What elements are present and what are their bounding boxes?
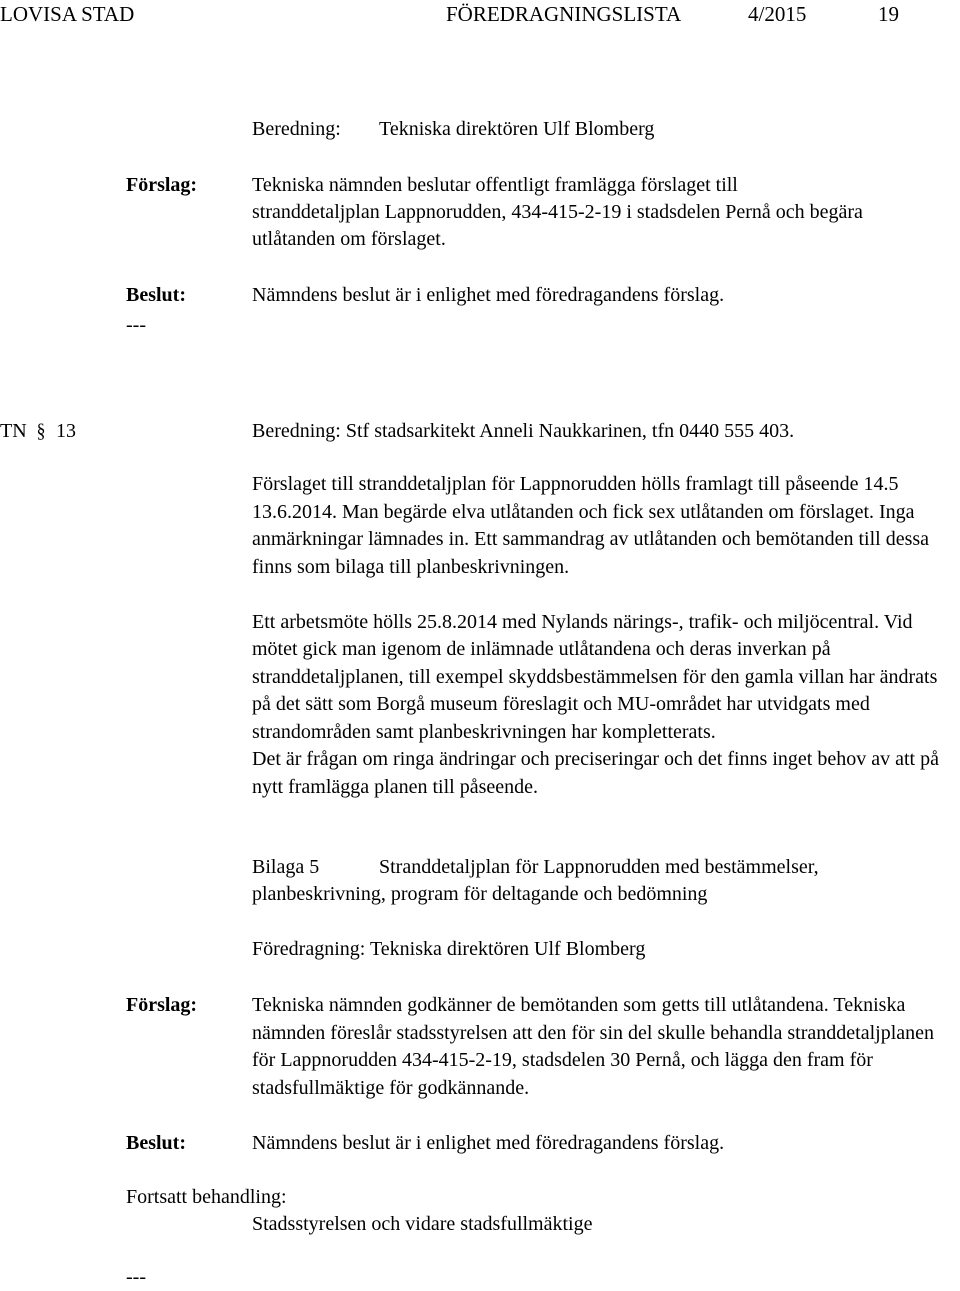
forslag-line-2: stranddetaljplan Lappnorudden, 434-415-2-19 i stadsdelen Pernå och begära	[252, 201, 863, 223]
beslut-label: Beslut:	[126, 1132, 186, 1154]
beslut-label: Beslut:	[126, 284, 186, 306]
forslag-label: Förslag:	[126, 174, 198, 196]
foredragning-line: Föredragning: Tekniska direktören Ulf Blomberg	[252, 938, 646, 960]
fortsatt-value: Stadsstyrelsen och vidare stadsfullmäktige	[252, 1213, 593, 1235]
beredning-value: Tekniska direktören Ulf Blomberg	[379, 118, 655, 140]
header-title: FÖREDRAGNINGSLISTA	[446, 2, 682, 26]
bilaga-line-2: planbeskrivning, program för deltagande och bedömning	[252, 883, 708, 905]
forslag-line-1: Tekniska nämnden beslutar offentligt framlägga förslaget till	[252, 174, 738, 196]
tn-number: 13	[56, 420, 76, 442]
separator: ---	[126, 1266, 146, 1288]
paragraph-ringa-andringar: Det är frågan om ringa ändringar och preciseringar och det finns inget behov av att på nytt framlägga planen till påseende.	[252, 748, 939, 798]
separator: ---	[126, 314, 146, 336]
fortsatt-label: Fortsatt behandling:	[126, 1186, 287, 1208]
paragraph-framlagt: Förslaget till stranddetaljplan för Lappnorudden hölls framlagt till påseende 14.5 13.6.2014. Man begärde elva utlåtanden och fick sex utlåtanden om förslaget. Inga anmärkningar lämnades in. Ett sammandrag av utlåtanden och bemötanden till dessa finns som bilaga till planbeskrivningen.	[252, 473, 930, 578]
forslag-text: Tekniska nämnden godkänner de bemötanden som getts till utlåtandena. Tekniska nämnden föreslår stadsstyrelsen att den för sin del skulle behandla stranddetaljplanen för Lappnorudden 434-415-2-19, stadsdelen 30 Pernå, och lägga den fram för stadsfullmäktige för godkännande.	[252, 994, 935, 1099]
paragraph-arbetsmote: Ett arbetsmöte hölls 25.8.2014 med Nylands närings-, trafik- och miljöcentral. Vid mötet gick man igenom de inlämnade utlåtandena och deras inverkan på stranddetaljplanen, till exempel skyddsbestämmelsen för den gamla villan har ändrats på det sätt som Borgå museum föreslagit och MU-området har utvidgats med strandområden samt planbeskrivningen har kompletterats.	[252, 610, 938, 743]
header-page-number: 19	[878, 2, 899, 26]
beslut-text: Nämndens beslut är i enlighet med föredragandens förslag.	[252, 1132, 725, 1154]
forslag-line-3: utlåtanden om förslaget.	[252, 228, 446, 250]
section-sign: §	[36, 420, 46, 442]
tn-label: TN	[0, 420, 27, 442]
header-town: LOVISA STAD	[0, 2, 135, 26]
beredning-label: Beredning:	[252, 118, 341, 140]
header-issue: 4/2015	[748, 2, 807, 26]
bilaga-label: Bilaga 5	[252, 856, 320, 878]
forslag-label: Förslag:	[126, 994, 198, 1016]
beslut-text: Nämndens beslut är i enlighet med föredragandens förslag.	[252, 284, 725, 306]
bilaga-line-1: Stranddetaljplan för Lappnorudden med bestämmelser,	[379, 856, 819, 878]
beredning-line: Beredning: Stf stadsarkitekt Anneli Naukkarinen, tfn 0440 555 403.	[252, 420, 795, 442]
body-text	[252, 471, 958, 801]
